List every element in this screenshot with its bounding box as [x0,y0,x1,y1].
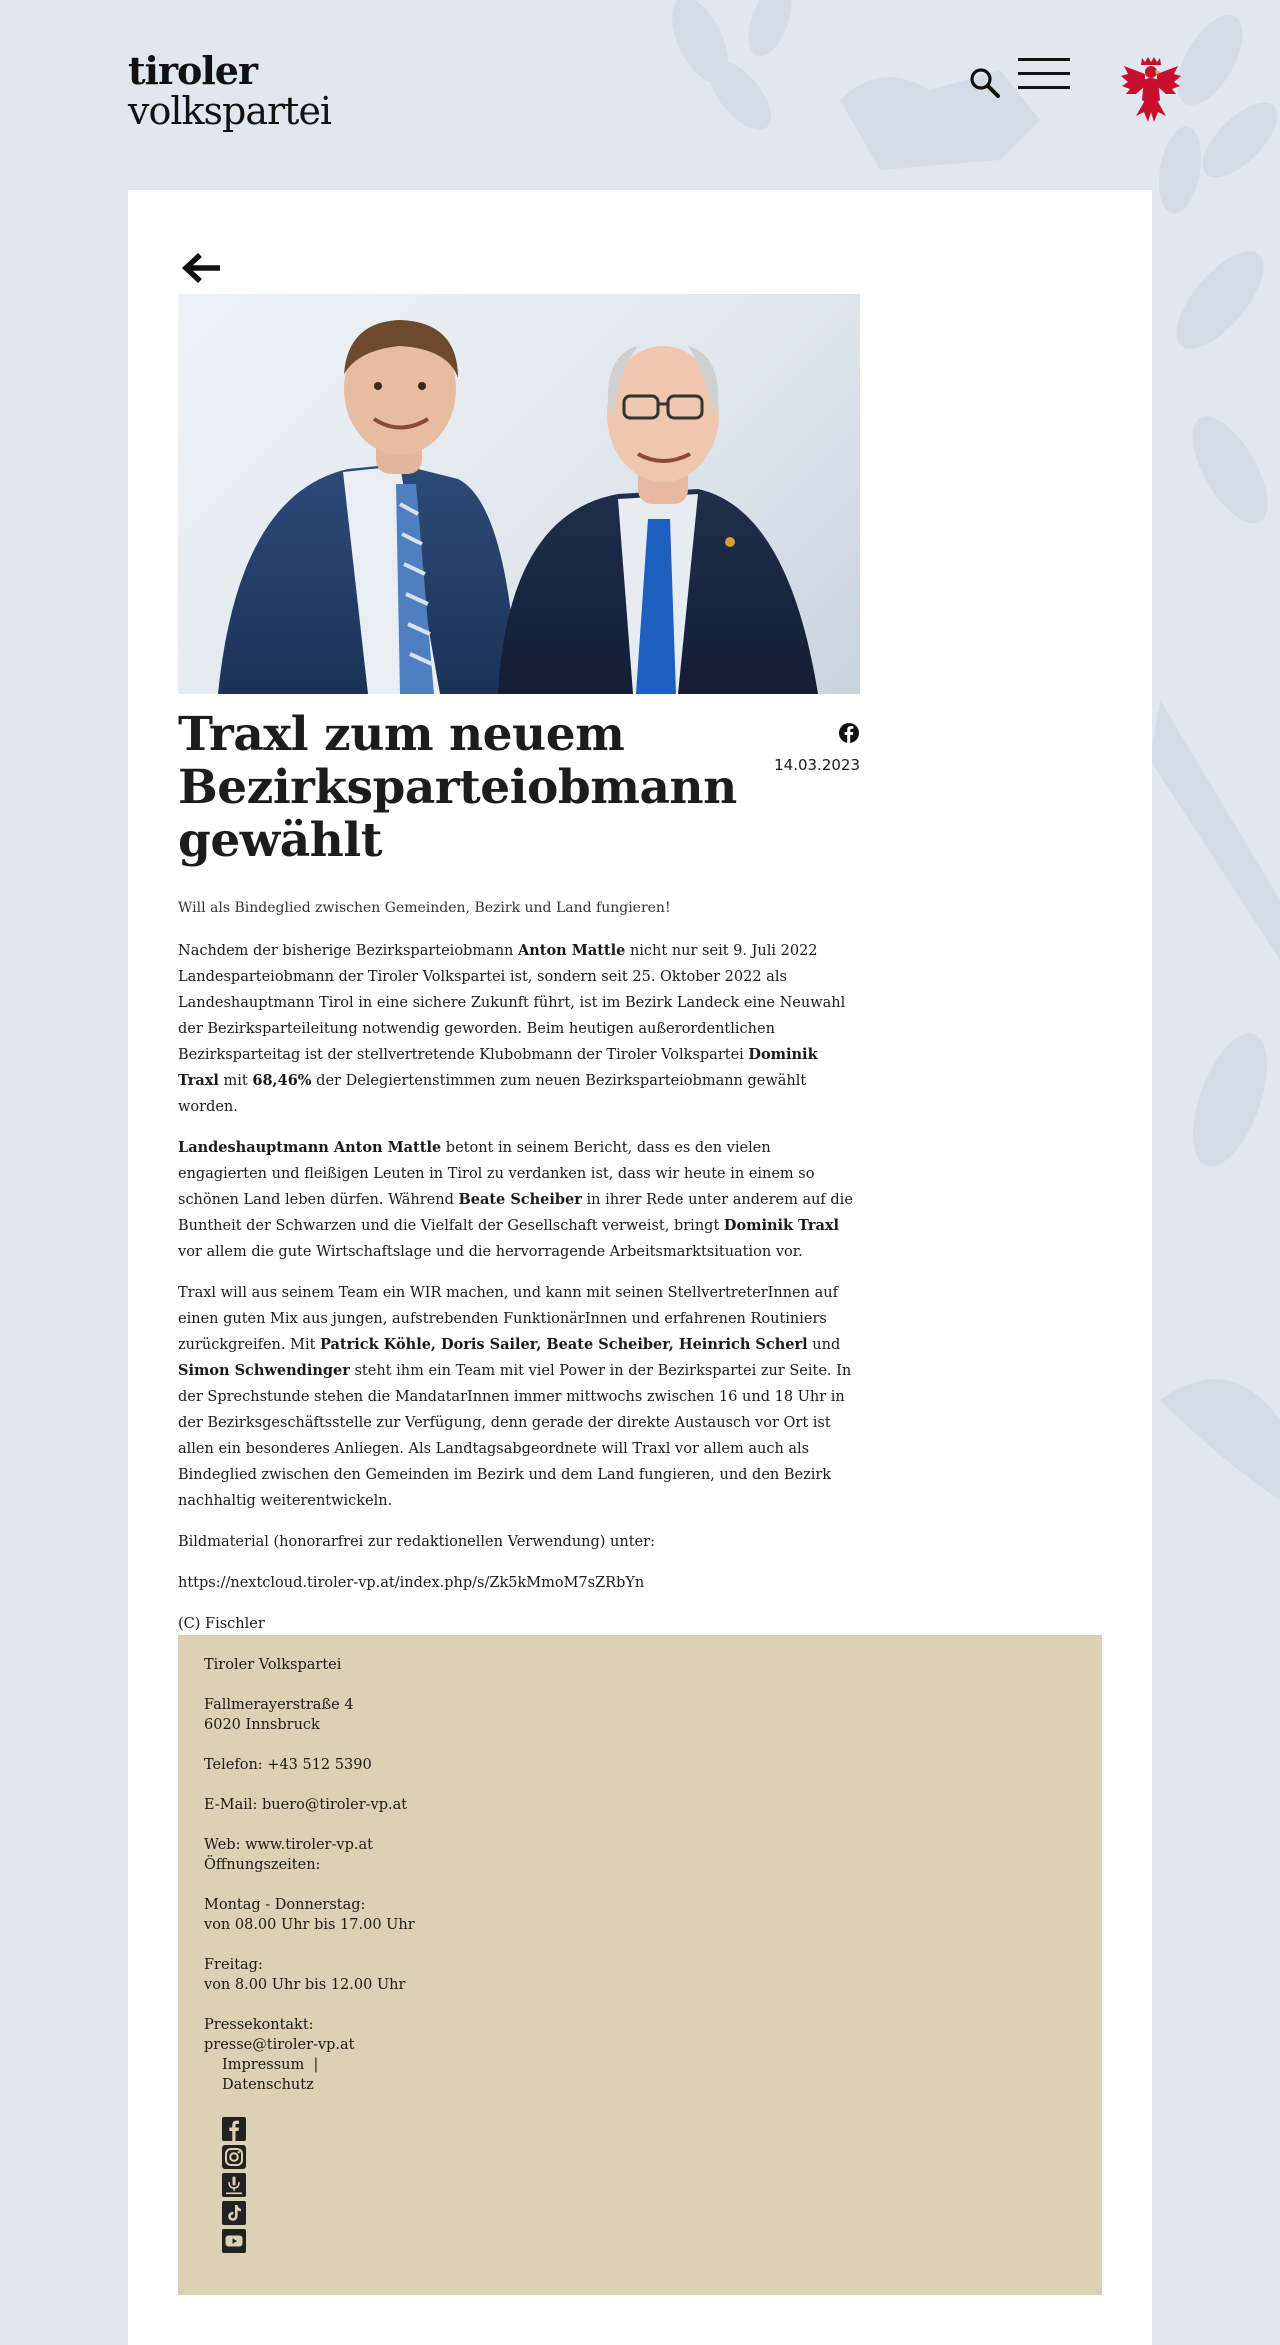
site-header [0,0,1280,190]
facebook-icon[interactable] [838,722,860,744]
footer-time-2: von 8.00 Uhr bis 12.00 Uhr [204,1977,406,1993]
footer-press [204,2015,1076,2055]
body-paragraph-2: Landeshauptmann Anton Mattle betont in seinem Bericht, dass es den vielen engagierten und fleißigen Leuten in Tirol zu verdanken ist, dass wir heute in einem so schönen Land leben dürfen. Während Beate Scheiber in ihrer Rede unter anderem auf die Buntheit der Schwarzen und die Vielfalt der Gesellschaft verweist, bringt Dominik Traxl vor allem die gute Wirtschaftslage und die hervorragende Arbeitsmarktsituation vor. [178,1139,853,1260]
footer-org: Tiroler Volkspartei [204,1657,342,1673]
podcast-icon[interactable] [222,2173,246,2197]
footer-web-hours [204,1835,1076,1875]
footer-days-1: Montag - Donnerstag: [204,1897,366,1913]
article-body [178,938,860,1652]
impressum-link[interactable]: Impressum [222,2057,305,2073]
image-download-link[interactable]: https://nextcloud.tiroler-vp.at/index.php/s/Zk5kMmoM7sZRbYn [178,1575,645,1591]
social-links [204,2117,1076,2253]
logo-line-1: tiroler [128,48,257,93]
tyrol-eagle-icon [1118,56,1184,124]
contact-footer [178,1635,1102,2295]
site-logo[interactable] [128,48,332,133]
youtube-icon[interactable] [222,2229,246,2253]
article-card [128,190,1152,2345]
body-paragraph-4: Bildmaterial (honorarfrei zur redaktionellen Verwendung) unter: [178,1534,655,1550]
tiktok-icon[interactable] [222,2201,246,2225]
footer-press-label: Pressekontakt: [204,2017,314,2033]
search-icon[interactable] [968,66,1002,100]
article-subtitle: Will als Bindeglied zwischen Gemeinden, Bezirk und Land fungieren! [178,900,671,916]
footer-hours-weekdays [204,1895,1076,1935]
article-photo [178,294,860,694]
footer-press-email[interactable]: presse@tiroler-vp.at [204,2037,355,2053]
footer-email[interactable]: E-Mail: buero@tiroler-vp.at [204,1797,408,1813]
logo-line-2: volkspartei [128,89,332,133]
body-paragraph-3: Traxl will aus seinem Team ein WIR machen, und kann mit seinen StellvertreterInnen auf einen guten Mix aus jungen, aufstrebenden FunktionärInnen und erfahrenen Routiniers zurückgreifen. Mit Patrick Köhle, Doris Sailer, Beate Scheiber, Heinrich Scherl und Simon Schwendinger steht ihm ein Team mit viel Power in der Bezirkspartei zur Seite. In der Sprechstunde stehen die MandatarInnen immer mittwochs zwischen 16 und 18 Uhr in der Bezirksgeschäftsstelle zur Verfügung, denn gerade der direkte Austausch vor Ort ist allen ein besonderes Anliegen. Als Landtagsabgeordnete will Traxl vor allem auch als Bindeglied zwischen den Gemeinden im Bezirk und dem Land fungieren, und den Bezirk nachhaltig weiterentwickeln. [178,1285,852,1509]
legal-separator: | [313,2057,319,2073]
photo-credit: (C) Fischler [178,1616,265,1632]
datenschutz-link[interactable]: Datenschutz [222,2077,314,2093]
footer-days-2: Freitag: [204,1957,263,1973]
footer-time-1: von 08.00 Uhr bis 17.00 Uhr [204,1917,415,1933]
instagram-icon[interactable] [222,2145,246,2169]
arrow-left-icon[interactable] [180,250,222,286]
hamburger-menu-icon[interactable] [1018,58,1070,92]
footer-hours-label: Öffnungszeiten: [204,1857,321,1873]
footer-street: Fallmerayerstraße 4 [204,1697,354,1713]
footer-hours-friday [204,1955,1076,1995]
footer-web[interactable]: Web: www.tiroler-vp.at [204,1837,373,1853]
body-paragraph-1: Nachdem der bisherige Bezirksparteiobmann Anton Mattle nicht nur seit 9. Juli 2022 Landesparteiobmann der Tiroler Volkspartei ist, sondern seit 25. Oktober 2022 als Landeshauptmann Tirol in eine sichere Zukunft führt, ist im Bezirk Landeck eine Neuwahl der Bezirksparteileitung notwendig geworden. Beim heutigen außerordentlichen Bezirksparteitag ist der stellvertretende Klubobmann der Tiroler Volkspartei Dominik Traxl mit 68,46% der Delegiertenstimmen zum neuen Bezirksparteiobmann gewählt worden. [178,942,846,1115]
footer-legal-links [204,2055,1076,2095]
footer-phone[interactable]: Telefon: +43 512 5390 [204,1757,372,1773]
article-date: 14.03.2023 [774,756,860,774]
facebook-icon[interactable] [222,2117,246,2141]
footer-city: 6020 Innsbruck [204,1717,320,1733]
article-title: Traxl zum neuem Bezirksparteiobmann gewählt [178,707,737,868]
footer-address [204,1695,1076,1735]
